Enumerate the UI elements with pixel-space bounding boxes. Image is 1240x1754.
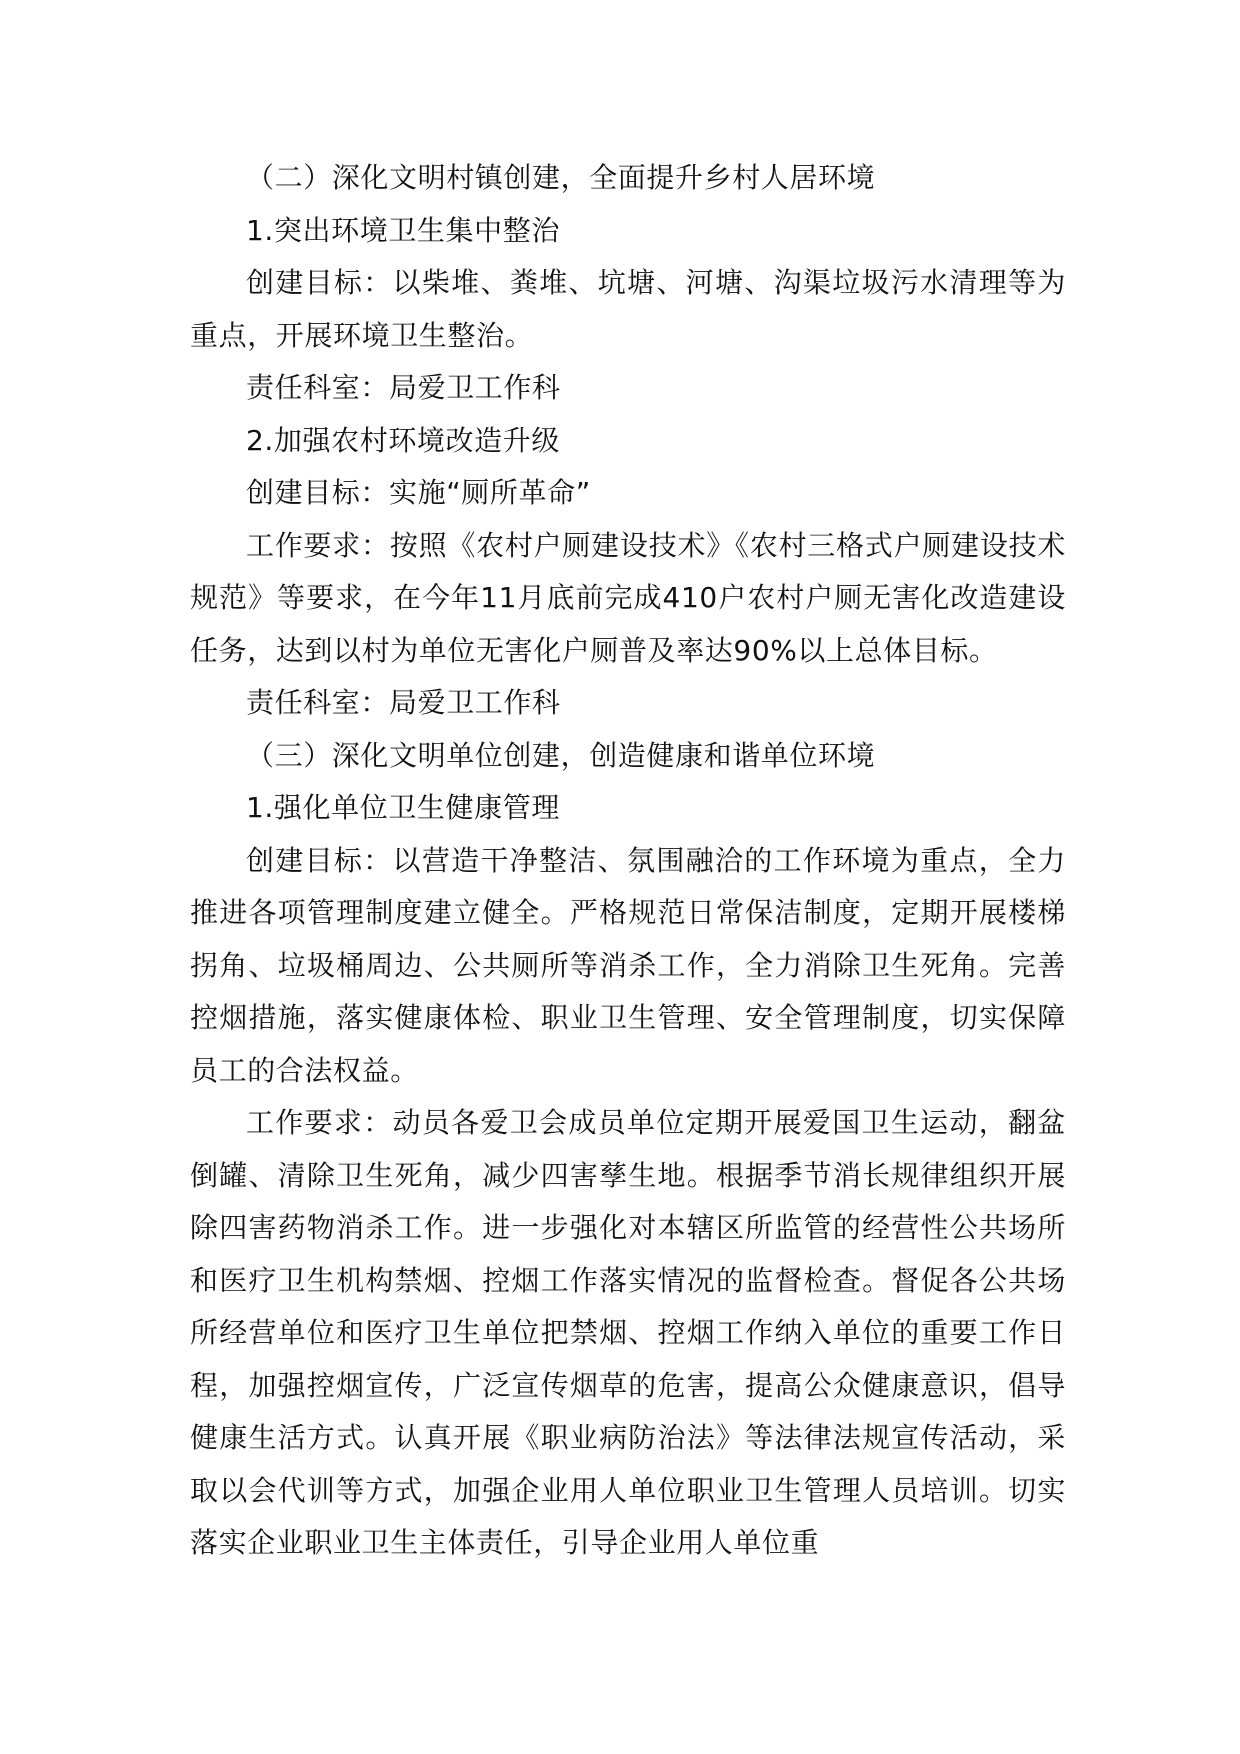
paragraph: 责任科室：局爱卫工作科: [246, 686, 561, 719]
document-body: [190, 152, 1066, 1570]
subsection-heading: 1.强化单位卫生健康管理: [246, 791, 560, 824]
paragraph: 工作要求：按照《农村户厕建设技术》《农村三格式户厕建设技术规范》等要求，在今年11月底前完成410户农村户厕无害化改造建设任务，达到以村为单位无害化户厕普及率达90%以上总体目标。: [190, 528, 1066, 667]
section-heading-3: （三）深化文明单位创建，创造健康和谐单位环境: [246, 738, 876, 772]
paragraph: 创建目标：以营造干净整洁、氛围融洽的工作环境为重点，全力推进各项管理制度建立健全。严格规范日常保洁制度，定期开展楼梯拐角、垃圾桶周边、公共厕所等消杀工作，全力消除卫生死角。完善控烟措施，落实健康体检、职业卫生管理、安全管理制度，切实保障员工的合法权益。: [190, 843, 1066, 1087]
paragraph: 责任科室：局爱卫工作科: [246, 371, 561, 404]
subsection-heading: 1.突出环境卫生集中整治: [246, 213, 560, 247]
paragraph: 创建目标：实施“厕所革命”: [246, 476, 591, 509]
paragraph: 创建目标：以柴堆、粪堆、坑塘、河塘、沟渠垃圾污水清理等为重点，开展环境卫生整治。: [190, 266, 1066, 352]
subsection-heading: 2.加强农村环境改造升级: [246, 423, 560, 457]
section-heading-2: （二）深化文明村镇创建，全面提升乡村人居环境: [246, 161, 876, 194]
paragraph: 工作要求：动员各爱卫会成员单位定期开展爱国卫生运动，翻盆倒罐、清除卫生死角，减少四害孳生地。根据季节消长规律组织开展除四害药物消杀工作。进一步强化对本辖区所监管的经营性公共场所和医疗卫生机构禁烟、控烟工作落实情况的监督检查。督促各公共场所经营单位和医疗卫生单位把禁烟、控烟工作纳入单位的重要工作日程，加强控烟宣传，广泛宣传烟草的危害，提高公众健康意识，倡导健康生活方式。认真开展《职业病防治法》等法律法规宣传活动，采取以会代训等方式，加强企业用人单位职业卫生管理人员培训。切实落实企业职业卫生主体责任，引导企业用人单位重: [190, 1106, 1066, 1559]
